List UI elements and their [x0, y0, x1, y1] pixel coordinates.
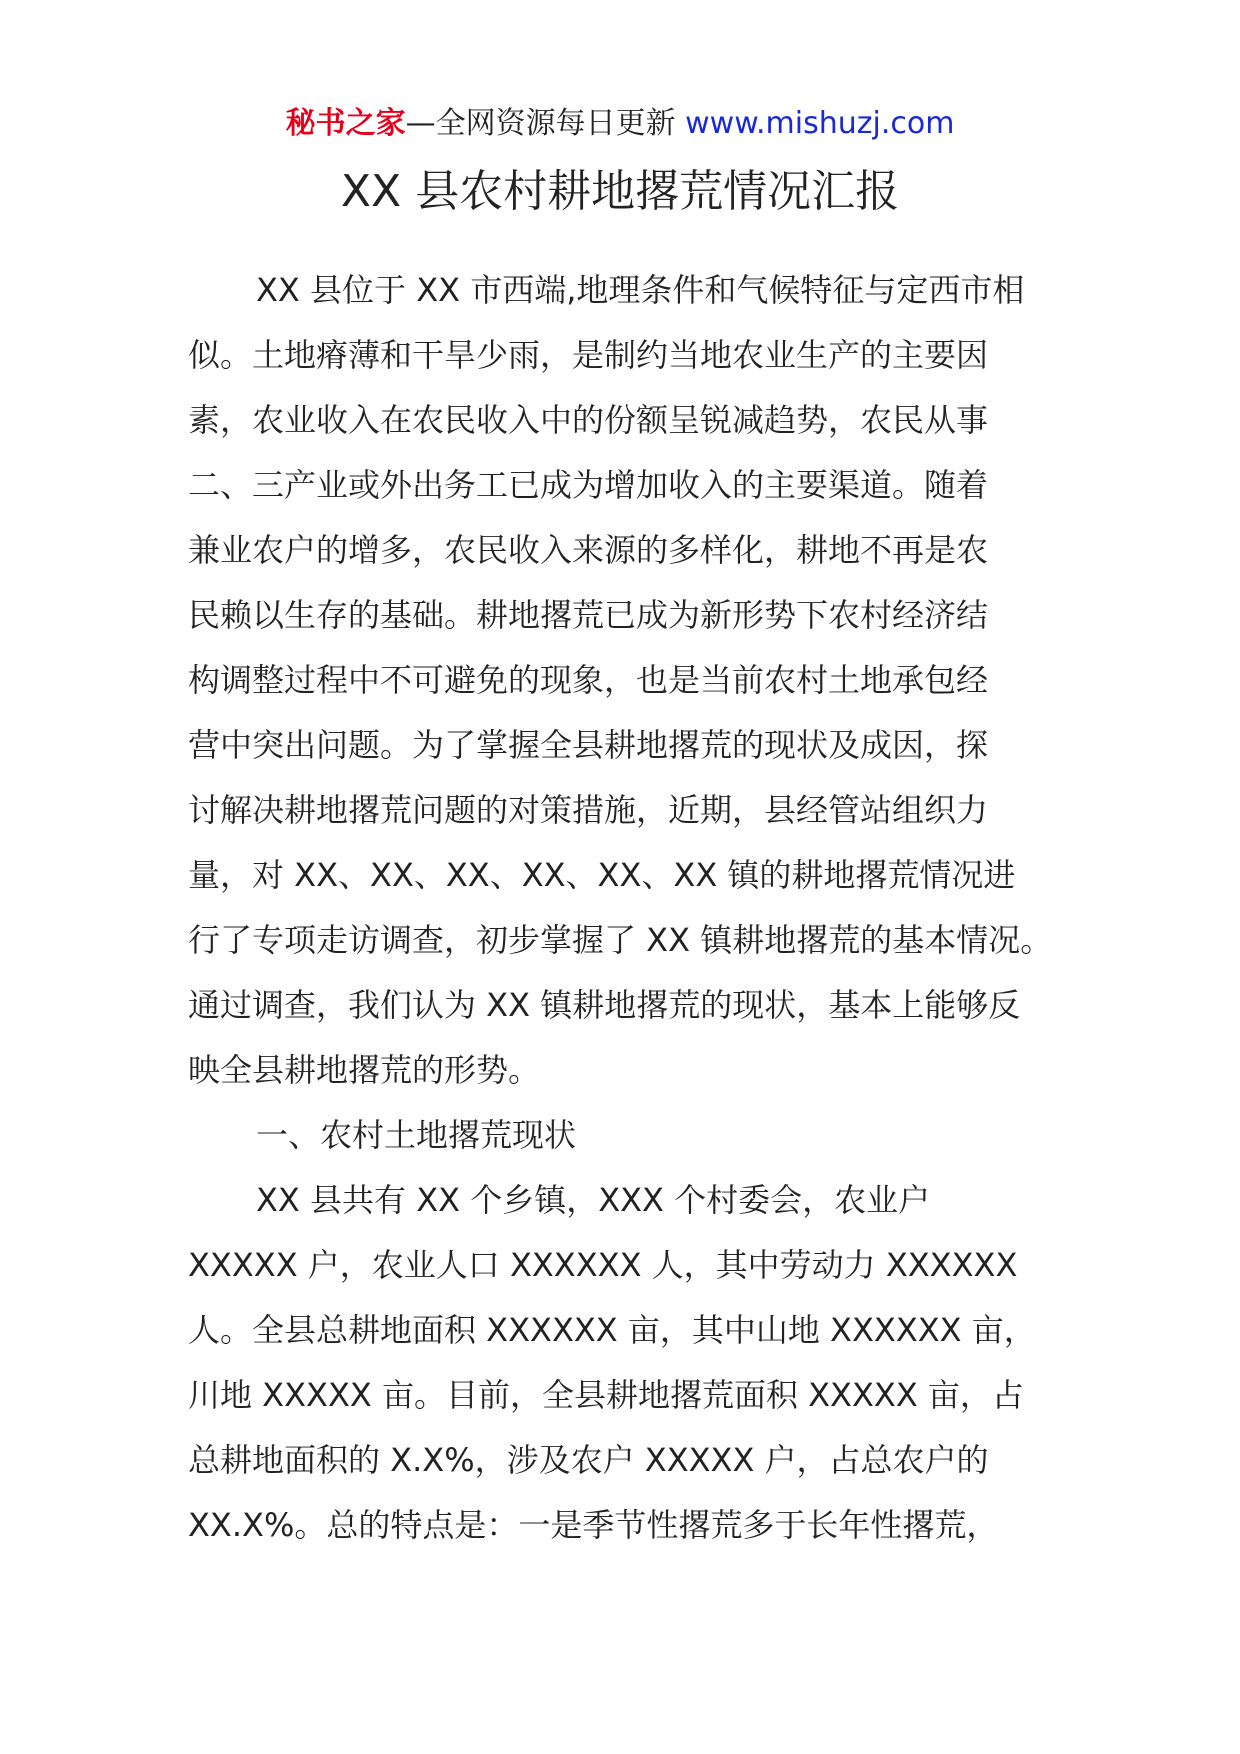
header-tagline: —全网资源每日更新 [405, 106, 676, 141]
paragraph-line: XX.X%。总的特点是：一是季节性撂荒多于长年性撂荒， [188, 1506, 999, 1544]
paragraph-line: 兼业农户的增多，农民收入来源的多样化，耕地不再是农 [188, 531, 989, 569]
paragraph-line: 素，农业收入在农民收入中的份额呈锐减趋势，农民从事 [188, 401, 989, 439]
paragraph-line: XX 县位于 XX 市西端,地理条件和气候特征与定西市相 [256, 271, 1025, 309]
paragraph-line: 似。土地瘠薄和干旱少雨，是制约当地农业生产的主要因 [188, 336, 989, 374]
paragraph-line: XX 县共有 XX 个乡镇，XXX 个村委会，农业户 [256, 1181, 931, 1219]
brand-name: 秘书之家 [285, 106, 406, 141]
section-heading: 一、农村土地撂荒现状 [256, 1116, 577, 1154]
paragraph-line: 量，对 XX、XX、XX、XX、XX、XX 镇的耕地撂荒情况进 [188, 856, 1016, 894]
paragraph-line: 人。全县总耕地面积 XXXXXX 亩，其中山地 XXXXXX 亩， [188, 1311, 1036, 1349]
paragraph-line: 营中突出问题。为了掌握全县耕地撂荒的现状及成因，探 [188, 726, 989, 764]
paragraph-line: 通过调查，我们认为 XX 镇耕地撂荒的现状，基本上能够反 [188, 986, 1021, 1024]
paragraph-line: 构调整过程中不可避免的现象，也是当前农村土地承包经 [188, 661, 989, 699]
paragraph-line: 映全县耕地撂荒的形势。 [188, 1051, 541, 1089]
paragraph-line: 总耕地面积的 X.X%，涉及农户 XXXXX 户，占总农户的 [188, 1441, 989, 1479]
paragraph-line: 二、三产业或外出务工已成为增加收入的主要渠道。随着 [188, 466, 989, 504]
paragraph-line: 行了专项走访调查，初步掌握了 XX 镇耕地撂荒的基本情况。 [188, 921, 1053, 959]
document-title: XX 县农村耕地撂荒情况汇报 [340, 166, 900, 217]
document-body [188, 258, 1088, 1558]
paragraph-line: XXXXX 户，农业人口 XXXXXX 人，其中劳动力 XXXXXX [188, 1246, 1018, 1284]
paragraph-line: 民赖以生存的基础。耕地撂荒已成为新形势下农村经济结 [188, 596, 989, 634]
paragraph-line: 川地 XXXXX 亩。目前，全县耕地撂荒面积 XXXXX 亩，占 [188, 1376, 1024, 1414]
site-url-link[interactable]: www.mishuzj.com [685, 106, 955, 141]
paragraph-line: 讨解决耕地撂荒问题的对策措施，近期，县经管站组织力 [188, 791, 989, 829]
site-header [0, 102, 1240, 146]
